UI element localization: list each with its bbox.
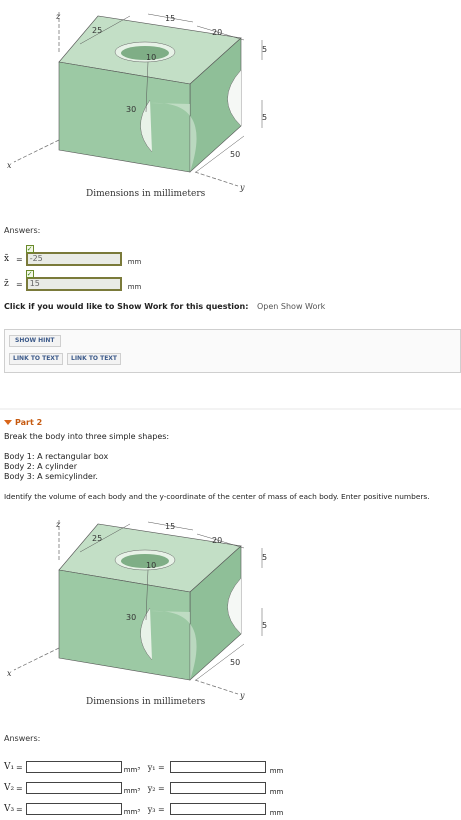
v1-input[interactable] xyxy=(26,761,122,773)
equals-sign: = xyxy=(16,804,23,814)
zbar-symbol: z̄ xyxy=(4,279,9,289)
show-work-row xyxy=(4,302,325,311)
v3-unit: mm³ xyxy=(123,808,141,816)
dim-10: 10 xyxy=(146,53,157,62)
body-3-text: Body 3: A semicylinder. xyxy=(4,472,98,481)
dim-10: 10 xyxy=(146,561,157,570)
y3-unit: mm xyxy=(269,809,284,817)
show-hint-button[interactable]: SHOW HINT xyxy=(9,335,61,347)
link-to-text-button-2[interactable]: LINK TO TEXT xyxy=(67,353,121,365)
answers-label-part-2: Answers: xyxy=(4,734,41,743)
body-2-text: Body 2: A cylinder xyxy=(4,462,78,471)
xbar-symbol: x̄ xyxy=(4,254,10,264)
section-divider xyxy=(0,408,461,410)
y2-label xyxy=(148,784,170,793)
axis-x: x xyxy=(7,669,12,678)
xbar-unit: mm xyxy=(127,258,142,266)
xbar-input[interactable] xyxy=(26,245,122,266)
dim-30: 30 xyxy=(126,613,137,622)
dim-5-bottom: 5 xyxy=(262,113,268,122)
problem-figure-1 xyxy=(0,0,300,200)
equals-sign: = xyxy=(16,762,23,772)
answers-label: Answers: xyxy=(4,226,41,235)
v3-input[interactable] xyxy=(26,803,122,815)
answer-row-2 xyxy=(4,781,283,795)
axis-z: z xyxy=(56,12,61,21)
block-diagram-1 xyxy=(0,0,300,200)
y1-symbol: y₁ xyxy=(147,762,156,772)
v2-input[interactable] xyxy=(26,782,122,794)
xbar-answer-row xyxy=(4,245,142,266)
equals-sign: = xyxy=(16,783,23,793)
xbar-value: -25 xyxy=(29,254,43,263)
figure-caption: Dimensions in millimeters xyxy=(86,189,206,199)
axis-y: y xyxy=(240,183,245,192)
zbar-answer-row xyxy=(4,270,142,291)
dim-20: 20 xyxy=(212,536,223,545)
open-show-work-link[interactable]: Open Show Work xyxy=(257,302,326,311)
equals-sign: = xyxy=(16,254,23,264)
y2-symbol: y₂ xyxy=(147,783,156,793)
axis-z: z xyxy=(56,520,61,529)
zbar-unit: mm xyxy=(127,283,142,291)
check-icon: ✓ xyxy=(26,245,33,253)
equals-sign: = xyxy=(157,783,165,793)
zbar-input[interactable] xyxy=(26,270,122,291)
v1-label: V₁ xyxy=(4,762,15,772)
block-diagram-2 xyxy=(0,508,300,708)
v2-label: V₂ xyxy=(4,783,15,793)
v3-label: V₃ xyxy=(4,804,15,814)
problem-figure-2 xyxy=(0,508,300,708)
dim-5-bottom: 5 xyxy=(262,621,268,630)
dim-30: 30 xyxy=(126,105,137,114)
figure-caption: Dimensions in millimeters xyxy=(86,697,206,707)
axis-y: y xyxy=(240,691,245,700)
part-2-title: Part 2 xyxy=(15,418,43,427)
v2-unit: mm³ xyxy=(123,787,141,795)
dim-5-top: 5 xyxy=(262,553,268,562)
answer-row-1 xyxy=(4,760,283,774)
y3-label xyxy=(148,805,170,814)
zbar-value: 15 xyxy=(29,279,40,288)
equals-sign: = xyxy=(157,762,165,772)
dim-25: 25 xyxy=(92,534,103,543)
y1-label xyxy=(148,763,170,772)
dim-15: 15 xyxy=(165,522,176,531)
y1-input[interactable] xyxy=(170,761,266,773)
dim-25: 25 xyxy=(92,26,103,35)
identify-text: Identify the volume of each body and the y-coordinate of the center of mass of each body. Enter positive numbers. xyxy=(4,492,430,501)
dim-5-top: 5 xyxy=(262,45,268,54)
dim-20: 20 xyxy=(212,28,223,37)
dim-15: 15 xyxy=(165,14,176,23)
hint-panel xyxy=(4,329,461,373)
equals-sign: = xyxy=(16,279,23,289)
answer-row-3 xyxy=(4,802,283,816)
part-2-instruction: Break the body into three simple shapes: xyxy=(4,432,170,441)
y2-unit: mm xyxy=(269,788,284,796)
part-2-header[interactable] xyxy=(4,418,42,427)
y1-unit: mm xyxy=(269,767,284,775)
show-work-prompt: Click if you would like to Show Work for this question: xyxy=(4,302,249,311)
collapse-triangle-icon xyxy=(4,420,12,425)
check-icon: ✓ xyxy=(26,270,33,278)
y2-input[interactable] xyxy=(170,782,266,794)
equals-sign: = xyxy=(157,804,165,814)
y3-input[interactable] xyxy=(170,803,266,815)
link-to-text-button-1[interactable]: LINK TO TEXT xyxy=(9,353,63,365)
dim-50: 50 xyxy=(230,150,241,159)
v1-unit: mm³ xyxy=(123,766,141,774)
y3-symbol: y₃ xyxy=(147,804,156,814)
dim-50: 50 xyxy=(230,658,241,667)
body-1-text: Body 1: A rectangular box xyxy=(4,452,109,461)
axis-x: x xyxy=(7,161,12,170)
